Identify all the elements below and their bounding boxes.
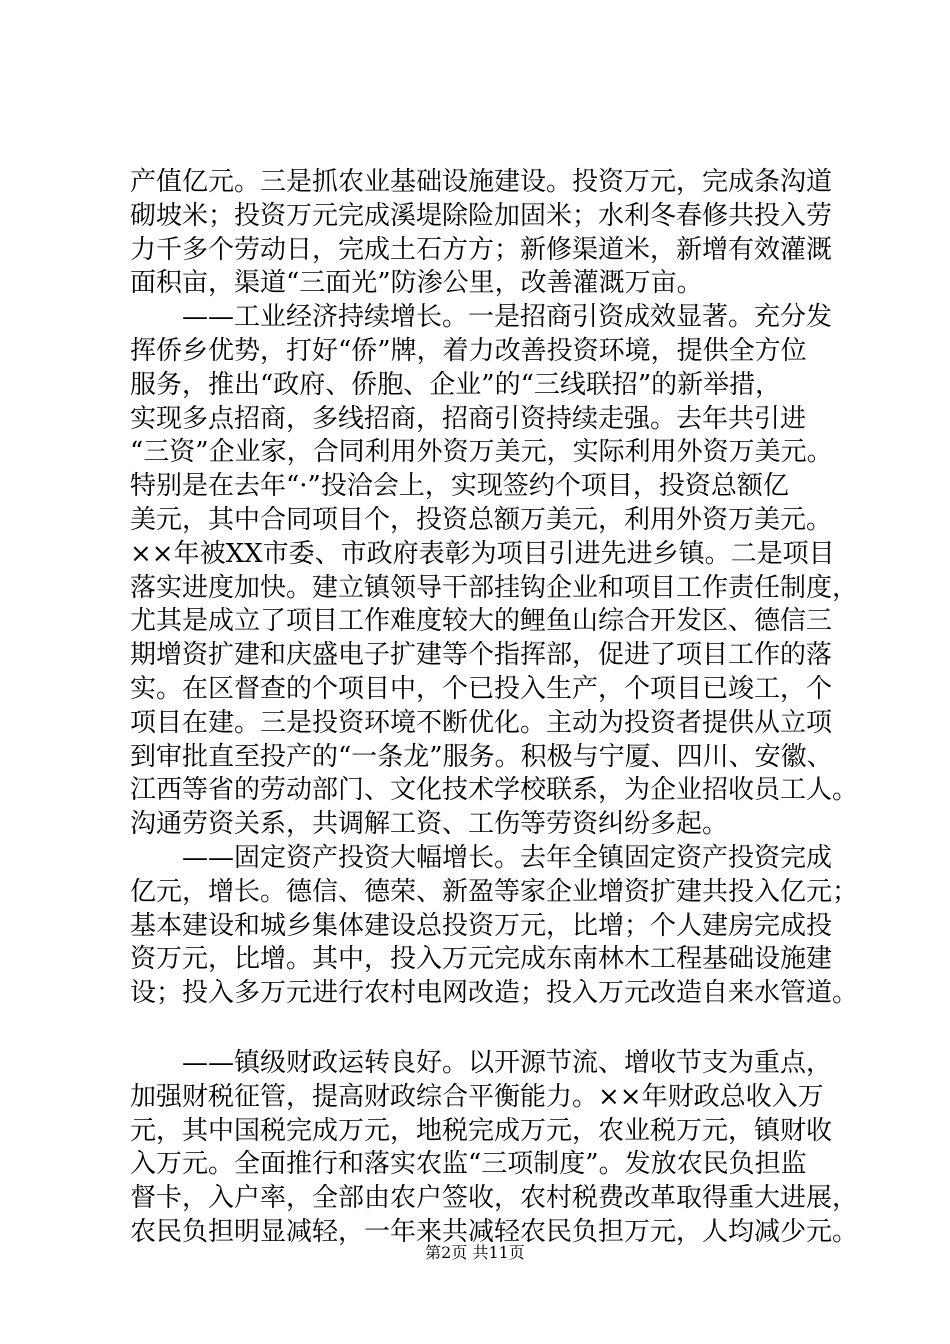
text-line: 特别是在去年“·”投洽会上，实现签约个项目，投资总额亿 [130, 471, 789, 502]
paragraph-start-line: ——工业经济持续增长。一是招商引资成效显著。充分发 [182, 302, 833, 333]
text-line: 尤其是成立了项目工作难度较大的鲤鱼山综合开发区、德信三 [130, 606, 833, 637]
text-line: 基本建设和城乡集体建设总投资万元，比增；个人建房完成投 [130, 910, 833, 941]
text-line: 期增资扩建和庆盛电子扩建等个指挥部，促进了项目工作的落 [130, 640, 833, 671]
text-line: 亿元，增长。德信、德荣、新盈等家企业增资扩建共投入亿元； [130, 876, 859, 907]
document-body [130, 166, 859, 1250]
paragraph-gap [130, 1011, 846, 1047]
text-line: 砌坡米；投资万元完成溪堤除险加固米；水利冬春修共投入劳 [130, 200, 833, 231]
text-line: 沟通劳资关系，共调解工资、工伤等劳资纠纷多起。 [130, 809, 729, 840]
text-line: 资万元，比增。其中，投入万元完成东南林木工程基础设施建 [130, 944, 833, 975]
paragraph-start-line: ——固定资产投资大幅增长。去年全镇固定资产投资完成 [182, 842, 833, 873]
text-line: 服务，推出“政府、侨胞、企业”的“三线联招”的新举措， [130, 369, 782, 400]
page-footer [0, 1243, 950, 1263]
text-line: 到审批直至投产的“一条龙”服务。积极与宁厦、四川、安徽、 [130, 741, 833, 772]
text-line: 农民负担明显减轻，一年来共减轻农民负担万元，人均减少元。 [130, 1216, 859, 1247]
text-line: 挥侨乡优势，打好“侨”牌，着力改善投资环境，提供全方位 [130, 335, 807, 366]
text-line: 美元，其中合同项目个，投资总额万美元，利用外资万美元。 [130, 504, 833, 535]
text-line: 落实进度加快。建立镇领导干部挂钩企业和项目工作责任制度， [130, 572, 859, 603]
text-line: “三资”企业家，合同利用外资万美元，实际利用外资万美元。 [130, 437, 833, 468]
text-line: 设；投入多万元进行农村电网改造；投入万元改造自来水管道。 [130, 978, 859, 1009]
paragraph-start-line: ——镇级财政运转良好。以开源节流、增收节支为重点， [182, 1047, 833, 1078]
text-line: 实现多点招商，多线招商，招商引资持续走强。去年共引进 [130, 403, 807, 434]
text-line: 督卡，入户率，全部由农户签收，农村税费改革取得重大进展， [130, 1183, 859, 1214]
text-line: 力千多个劳动日，完成土石方方；新修渠道米，新增有效灌溉 [130, 234, 833, 265]
text-line: 入万元。全面推行和落实农监“三项制度”。发放农民负担监 [130, 1149, 807, 1180]
text-line: 项目在建。三是投资环境不断优化。主动为投资者提供从立项 [130, 707, 833, 738]
text-line: ××年被XX市委、市政府表彰为项目引进先进乡镇。二是项目 [130, 538, 835, 569]
text-line: 面积亩，渠道“三面光”防渗公里，改善灌溉万亩。 [130, 268, 703, 299]
text-line: 江西等省的劳动部门、文化技术学校联系，为企业招收员工人。 [130, 775, 859, 806]
text-line: 元，其中国税完成万元，地税完成万元，农业税万元，镇财收 [130, 1115, 833, 1146]
text-line: 产值亿元。三是抓农业基础设施建设。投资万元，完成条沟道 [130, 167, 833, 197]
text-line: 加强财税征管，提高财政综合平衡能力。××年财政总收入万 [130, 1081, 824, 1112]
text-line: 实。在区督查的个项目中，个已投入生产，个项目已竣工，个 [130, 673, 833, 704]
page-number: 第2页 共11页 [425, 1243, 525, 1262]
